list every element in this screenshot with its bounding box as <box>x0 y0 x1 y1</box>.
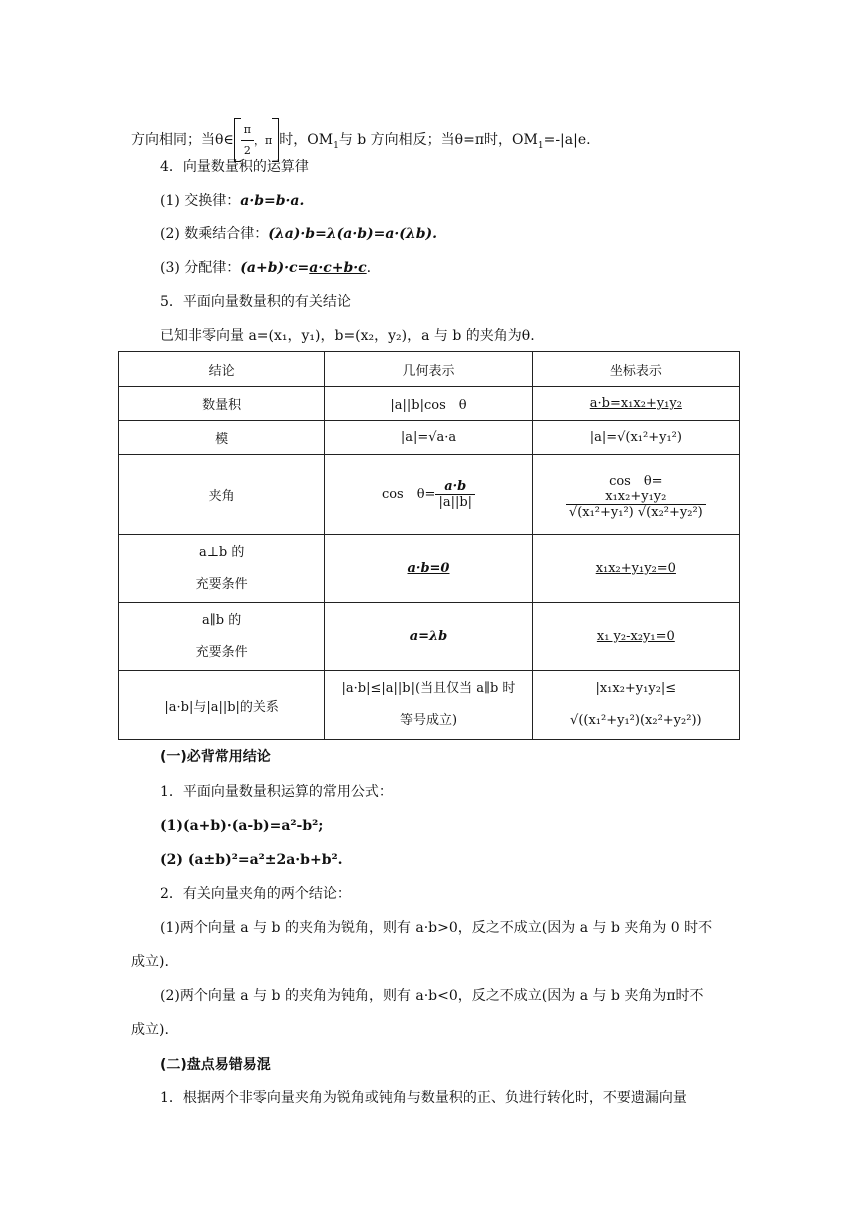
table-row <box>119 421 740 455</box>
coord-cell: |x₁x₂+y₁y₂|≤ √((x₁²+y₁²)(x₂²+y₂²)) <box>532 671 739 740</box>
continuation-mid-b: 与 b 方向相反；当θ=π时，OM <box>338 132 538 148</box>
interval-left-bracket <box>234 118 241 162</box>
coord-cell: |a|=√(x₁²+y₁²) <box>532 421 739 455</box>
notes-heading-2: (二)盘点易错易混 <box>160 1057 271 1073</box>
table-row <box>119 671 740 740</box>
geo-cell: |a|=√a·a <box>325 421 532 455</box>
continuation-mid-a: 时，OM <box>279 132 334 148</box>
interval-fraction <box>241 120 254 161</box>
table-row <box>119 535 740 603</box>
geo-cell: cos θ= $\frac{a\cdot b}{|a||b|}$ <box>325 455 532 535</box>
coord-cell: x₁x₂+y₁y₂=0 <box>532 535 739 603</box>
notes-heading-1: (一)必背常用结论 <box>160 749 271 765</box>
header-conclusion: 结论 <box>119 352 325 387</box>
note-2b-line2: 成立). <box>131 1022 169 1038</box>
coord-angle-fraction: $\frac{\text{x₁x₂+y₁y₂}}{\text{√(x₁²+y₁²) √(x₂²+y₂²)}}$ <box>566 489 706 520</box>
section-4-title: 4．向量数量积的运算律 <box>160 159 309 175</box>
note-3: 1．根据两个非零向量夹角为锐角或钝角与数量积的正、负进行转化时，不要遗漏向量 <box>160 1090 687 1106</box>
fraction-denominator: 2 <box>243 143 251 157</box>
coord-cell: a·b=x₁x₂+y₁y₂ <box>532 387 739 421</box>
table-row <box>119 603 740 671</box>
row-label: |a·b|与|a||b|的关系 <box>119 671 325 740</box>
table-row <box>119 455 740 535</box>
continuation-prefix: 方向相同；当θ∈ <box>131 132 234 148</box>
note-1a: (1)(a+b)·(a-b)=a²-b²; <box>160 818 324 834</box>
law-scalar-assoc: (2) 数乘结合律：(λa)·b=λ(a·b)=a·(λb). <box>160 226 438 242</box>
header-geometric: 几何表示 <box>325 352 532 387</box>
table-header-row <box>119 352 740 387</box>
geo-cell: a=λb <box>325 603 532 671</box>
note-2a-line2: 成立). <box>131 954 169 970</box>
header-coordinate: 坐标表示 <box>532 352 739 387</box>
note-2b-line1: (2)两个向量 a 与 b 的夹角为钝角，则有 a·b<0，反之不成立(因为 a 与 b 夹角为π时不 <box>160 988 704 1004</box>
row-label: a∥b 的 充要条件 <box>119 603 325 671</box>
note-2: 2．有关向量夹角的两个结论： <box>160 886 351 902</box>
angle-fraction: $\frac{a\cdot b}{|a||b|}$ <box>435 479 475 510</box>
row-label: 夹角 <box>119 455 325 535</box>
law-distributive: (3) 分配律：(a+b)·c=a·c+b·c. <box>160 260 372 276</box>
conclusion-table <box>118 351 740 740</box>
row-label: 模 <box>119 421 325 455</box>
section-5-intro: 已知非零向量 a=(x₁，y₁)，b=(x₂，y₂)，a 与 b 的夹角为θ. <box>160 328 535 344</box>
law-commutative: (1) 交换律：a·b=b·a. <box>160 193 305 209</box>
coord-cell: cos θ= $\frac{\text{x₁x₂+y₁y₂}}{\text{√(x₁²+y₁²) √(x₂²+y₂²)}}$ <box>532 455 739 535</box>
row-label: a⊥b 的 充要条件 <box>119 535 325 603</box>
fraction-numerator: π <box>241 120 254 141</box>
row-label: 数量积 <box>119 387 325 421</box>
geo-cell: |a·b|≤|a||b|(当且仅当 a∥b 时 等号成立) <box>325 671 532 740</box>
note-2a-line1: (1)两个向量 a 与 b 的夹角为锐角，则有 a·b>0，反之不成立(因为 a 与 b 夹角为 0 时不 <box>160 920 713 936</box>
table-row <box>119 387 740 421</box>
geo-cell: |a||b|cos θ <box>325 387 532 421</box>
continuation-end: =-|a|e. <box>543 132 591 148</box>
continuation-line: 方向相同；当θ∈ $\frac{\pi}{2}$ ，π 时，$OM_1$与 b 方向相反；当θ=π时，$OM_1=-|a|e$. <box>131 118 591 162</box>
interval-upper: ，π <box>254 134 273 147</box>
note-1: 1．平面向量数量积运算的常用公式： <box>160 784 393 800</box>
coord-cell: x₁ y₂-x₂y₁=0 <box>532 603 739 671</box>
geo-cell: a·b=0 <box>325 535 532 603</box>
section-5-title: 5．平面向量数量积的有关结论 <box>160 294 351 310</box>
note-1b: (2) (a±b)²=a²±2a·b+b². <box>160 852 343 868</box>
